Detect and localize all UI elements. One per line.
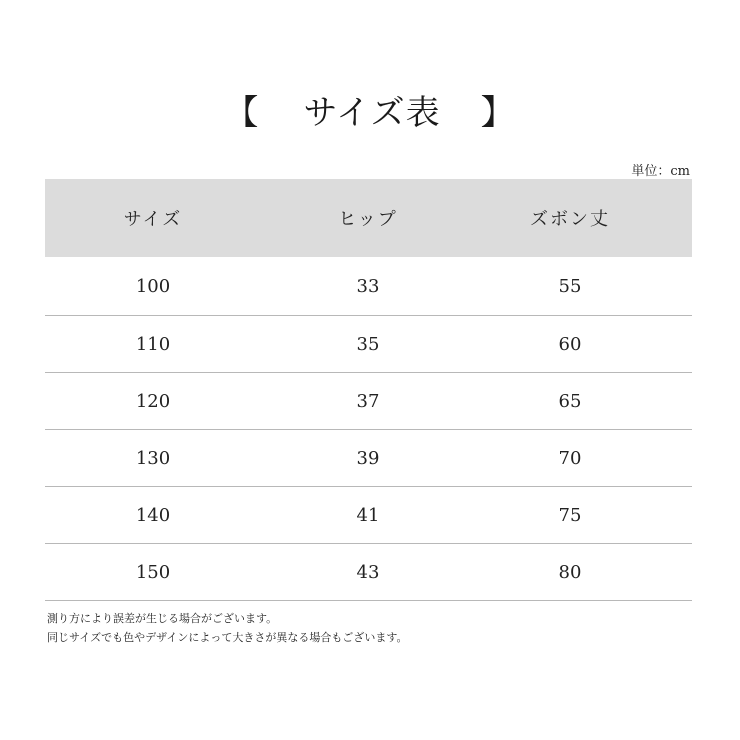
notes <box>47 609 407 647</box>
cell-hip: 33 <box>356 275 380 297</box>
note-line: 測り方により誤差が生じる場合がございます。 <box>47 612 278 625</box>
header-hip: ヒップ <box>338 209 398 230</box>
cell-size: 100 <box>135 275 171 297</box>
header-size: サイズ <box>123 209 183 230</box>
unit-label: 単位：cm <box>631 164 690 179</box>
cell-pants-length: 75 <box>558 504 582 526</box>
size-table <box>45 179 692 601</box>
title-open-bracket: 【 <box>224 92 260 133</box>
cell-size: 150 <box>135 561 171 583</box>
table-header-row <box>45 179 692 257</box>
cell-hip: 43 <box>356 561 380 583</box>
cell-pants-length: 60 <box>558 333 582 355</box>
title-text: サイズ表 <box>303 92 441 133</box>
cell-size: 110 <box>135 333 171 355</box>
cell-size: 140 <box>135 504 171 526</box>
note-line: 同じサイズでも色やデザインによって大きさが異なる場合もございます。 <box>47 631 408 644</box>
table-row <box>45 257 692 316</box>
cell-hip: 39 <box>356 447 380 469</box>
table-row <box>45 544 692 601</box>
cell-hip: 41 <box>356 504 380 526</box>
table-row <box>45 373 692 430</box>
cell-pants-length: 70 <box>558 447 582 469</box>
table-row <box>45 316 692 373</box>
cell-size: 130 <box>135 447 171 469</box>
cell-pants-length: 65 <box>558 390 582 412</box>
page-title <box>0 84 740 134</box>
cell-hip: 37 <box>356 390 380 412</box>
cell-hip: 35 <box>356 333 380 355</box>
header-pants-length: ズボン丈 <box>530 209 610 230</box>
title-close-bracket: 】 <box>480 92 516 133</box>
cell-pants-length: 55 <box>558 275 582 297</box>
table-row <box>45 487 692 544</box>
cell-pants-length: 80 <box>558 561 582 583</box>
cell-size: 120 <box>135 390 171 412</box>
table-row <box>45 430 692 487</box>
